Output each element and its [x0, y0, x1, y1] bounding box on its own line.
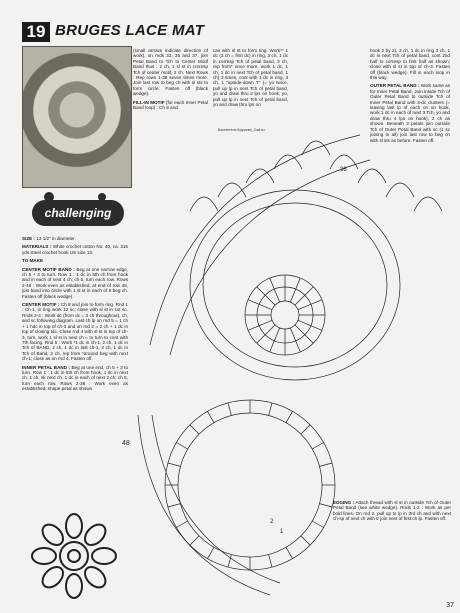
diagram-spoke	[208, 547, 215, 558]
diagram-spoke	[248, 300, 272, 310]
fill-in-motif-label: FILL-IN MOTIF	[133, 99, 165, 105]
mid2-paragraph: cas with sl st to form ring. Work** 1 dc (3 ch = first dc) in ring, 3 ch, 1 dc in corresp Tch of petal band, 3 ch, rep from* once more, work 1 dc, 1 ch, 1 dc in next Tch of petal band, 1 ch) 3 times, cont with 1 dc in ring, 3 ch, 1 "upside-down T" (= yo twice, pull up lp in next Tch of petal band, yo and draw thru 2 lps on hook, yo, pull up lp in next Tch of petal band, yo and draw thru lps on	[213, 48, 288, 108]
thumbnail-petal	[66, 574, 82, 598]
diagram-spoke	[312, 521, 323, 528]
diagram-outer-arc	[150, 135, 360, 345]
diagram-spoke	[257, 287, 275, 305]
diagram-picot	[358, 169, 386, 183]
diagram-picot	[414, 197, 442, 211]
diagram-picot	[218, 183, 246, 197]
diagram-center-ring	[271, 301, 299, 329]
diagram-spoke	[269, 555, 272, 568]
diagram-spoke	[168, 504, 181, 507]
diagram-spoke	[228, 403, 231, 416]
instructions-middle-column-2	[213, 48, 288, 110]
diagram-spoke	[286, 547, 293, 558]
diagram-spoke	[257, 325, 275, 343]
inner-band-label: INNER PETAL BAND :	[22, 364, 71, 370]
instructions-left-column	[22, 236, 128, 395]
crochet-diagram	[122, 115, 460, 600]
diagram-spoke	[270, 328, 280, 352]
size-label: SIZE :	[22, 236, 36, 241]
thumbnail-petal	[39, 563, 67, 591]
diagram-picot	[274, 155, 302, 169]
diagram-spoke	[168, 463, 181, 466]
diagram-spoke	[270, 278, 280, 302]
diagram-spoke	[301, 536, 310, 545]
thumbnail-petal	[92, 548, 116, 564]
lace-mat-photo	[22, 46, 132, 188]
diagram-picots	[190, 141, 442, 211]
page-number: 37	[446, 602, 454, 609]
diagram-spoke	[290, 278, 300, 302]
diagram-spoke	[248, 320, 272, 330]
diagram-spoke	[269, 403, 272, 416]
diagram-spoke	[176, 443, 187, 450]
diagram-picot	[386, 183, 414, 197]
thumbnail-petal	[81, 563, 109, 591]
diagram-spoke	[176, 521, 187, 528]
diagram-spoke	[295, 325, 313, 343]
row-label-48: 48	[122, 440, 130, 447]
diagram-picot	[246, 169, 274, 183]
inner-band-text: Beg at one end, ch 5 + 3 to turn. Row 1 : 1 dc in 5th ch from hook, 1 dc in next ch, 1 ch, sk next ch, 1 dc in each of next 2 ch; ch 5, turn each row. Rows 2-38 : Work even as established, shape petal as shown	[22, 364, 129, 392]
outer-band-label: OUTER PETAL BAND :	[370, 83, 420, 89]
diagram-lower-arc	[152, 415, 280, 583]
row-label-1: 1	[280, 529, 284, 535]
right-paragraph: hook 2 by 2), 3 ch, 1 dc in ring 3 ch, 1 dc in next Tch of petal band, cont 2nd half to corresp to first half as shown; close with sl st in top of ch-3. Fasten off (black wedge). Fill in each loop in this way.	[370, 48, 450, 81]
center-band-label: CENTER MOTIF BAND :	[22, 266, 75, 272]
edging-instructions	[333, 500, 451, 525]
edging-label: EDGING :	[333, 500, 355, 505]
diagram-picot	[190, 197, 218, 211]
materials-text: White crochet cotton No. 40, ca. 315 yds Steel crochet hook US size 13.	[22, 244, 128, 255]
diagram-spoke	[286, 411, 293, 422]
diagram-spoke	[208, 411, 215, 422]
page-title: BRUGES LACE MAT	[55, 22, 205, 39]
motif-thumbnail	[22, 506, 126, 606]
to-make-heading: TO MAKE	[22, 258, 44, 264]
skill-level-badge: challenging	[32, 200, 124, 226]
materials-label: MATERIALS :	[22, 244, 52, 250]
diagram-spoke	[290, 328, 300, 352]
edging-text: Attach thread with sl st in outside Tch of Outer Petal Band (see white wedge). Rnds 1-2 : Work as per bold lines. On rnd 2, pull up to lp in 3rd ch and with next ch-sp of next ch with tr join next of first ch lp. Fasten off.	[333, 500, 451, 522]
diagram-lower-motif	[178, 413, 322, 557]
center-motif-text: Ch 8 and join to form ring. Rnd 1 : Ch 1, in ring work 12 sc; close with sl st in 1st sc. Rnds 2-4 : Work dc (from dc = 3 ch throughout), ch, and sc following diagram. Last ch lp on rnd 5 = 1 ch + 1 hdc in top of ch-3 and on rnd 2 = 2 ch + 1 dc in top of closing tdc. Close rnd 4 with sl st in top of ch-3, turn, work 1 sl st in next ch = to turn to cont with 7th facing. Rnd 5 : Work *1 dc in ch-1, 2 ch, 1 dc in Tch of BAND, 2 ch, 1 dc in last ch-1, 2 ch, 1 dc in Tch of Band, 2 ch, rep from *around beg with next ch-1; close as on rnd 4. Fasten off.	[22, 302, 128, 362]
diagram-spoke	[190, 536, 199, 545]
center-band-text: Beg at one narrow edge, ch 5 + 3 to turn. Row 1 : 1 dc in 5th ch from hook and in each of next 4 ch; ch 5, turn each row. Rows 2-48 : Work even as established, at end of row 48, join band into circle with 1 sl st in each of 6 beg ch. Fasten off (black wedge).	[22, 266, 128, 299]
diagram-spoke	[298, 320, 322, 330]
thumbnail-petal	[32, 548, 56, 564]
thumbnail-petal	[39, 521, 67, 549]
fill-in-motif-text: (for each Inner Petal Band loop) : Ch 8 and	[133, 99, 208, 111]
thumbnail-petal	[81, 521, 109, 549]
diagram-spoke	[298, 300, 322, 310]
pattern-number-badge: 19	[22, 22, 50, 42]
credit-caption: Бюллетень Кружева_Сайты	[218, 128, 265, 132]
diagram-petal-loop	[190, 190, 400, 380]
size-text: 13 1/2" in diameter.	[36, 236, 76, 241]
center-motif-label: CENTER MOTIF :	[22, 302, 60, 308]
row-label-2: 2	[270, 519, 274, 525]
diagram-spoke	[320, 463, 333, 466]
mid1-paragraph: (small arrows indicate direction of work), on rnds 33, 35 and 37, join Petal Band to Tch to Center Motif Band thus : 2 ch, 1 sl st in corresp Tch of center motif, 2 ch. Next Rows : Rep rows 1-38 seven times more. Join last row to beg ch with sl sts to form circle. Fasten off (black wedge).	[133, 48, 208, 97]
diagram-spoke	[312, 443, 323, 450]
diagram-spoke	[190, 425, 199, 434]
outer-band-text: Work same as for Inner Petal Band. Join inside Tch of Outer Petal Band to outside Tch of Inner Petal Band with 3-dc clusters (= leaving last lp of each on on hook, work 1 dc in each of next 3 Tch, yo and draw thru 4 lps on hook), 2 ch as shown. Beneath 3 petals join outside Tch of Outer Petal Band with sc (1 sc joining in all) join last row to beg ch with sl sts as before. Fasten off.	[370, 83, 450, 143]
diagram-spoke	[320, 504, 333, 507]
row-label-38: 38	[340, 167, 347, 173]
diagram-petal-loop	[203, 203, 387, 367]
thumbnail-petal	[66, 514, 82, 538]
diagram-spoke	[301, 425, 310, 434]
diagram-spoke	[295, 287, 313, 305]
instructions-middle-column-1	[133, 48, 208, 113]
